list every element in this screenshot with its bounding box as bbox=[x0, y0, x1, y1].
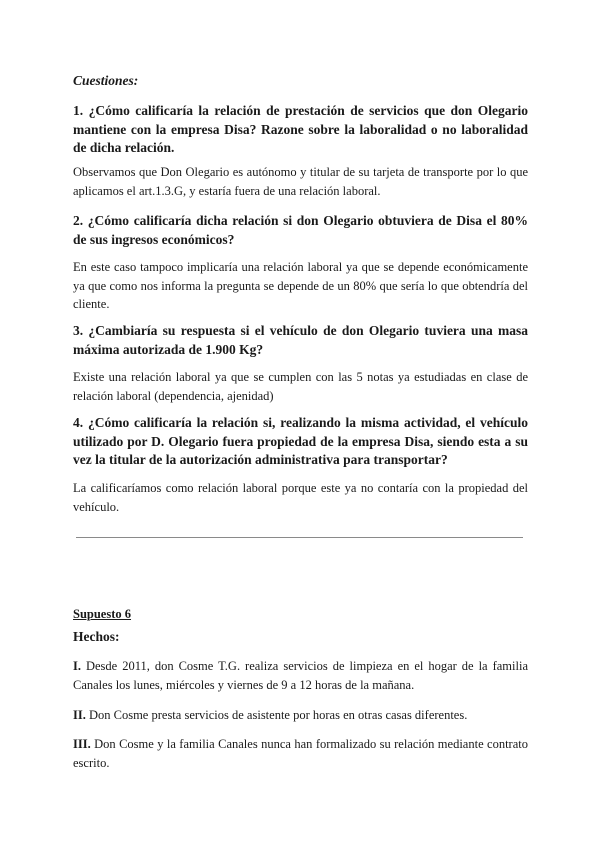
fact-1-number: I. bbox=[73, 659, 81, 673]
hechos-heading: Hechos: bbox=[73, 629, 120, 644]
cuestiones-heading: Cuestiones: bbox=[73, 73, 139, 88]
fact-3-text: Don Cosme y la familia Canales nunca han formalizado su relación mediante contrato escrito. bbox=[73, 737, 528, 770]
fact-2-number: II. bbox=[73, 708, 86, 722]
question-1: 1. ¿Cómo calificaría la relación de prestación de servicios que don Olegario mantiene con la empresa Disa? Razone sobre la laboralidad o no laboralidad de dicha relación. bbox=[73, 103, 528, 155]
answer-3: Existe una relación laboral ya que se cumplen con las 5 notas ya estudiadas en clase de relación laboral (dependencia, ajenidad) bbox=[73, 370, 528, 403]
answer-2: En este caso tampoco implicaría una relación laboral ya que se depende económicamente ya que como nos informa la pregunta se depende de un 80% que sería lo que obtendría del cliente. bbox=[73, 260, 528, 311]
question-4: 4. ¿Cómo calificaría la relación si, realizando la misma actividad, el vehículo utilizado por D. Olegario fuera propiedad de la empresa Disa, siendo esta a su vez la titular de la autorización administrativa para transportar? bbox=[73, 415, 528, 467]
answer-1: Observamos que Don Olegario es autónomo y titular de su tarjeta de transporte por lo que aplicamos el art.1.3.G, y estaría fuera de una relación laboral. bbox=[73, 165, 528, 198]
fact-3 bbox=[73, 735, 528, 772]
answer-4: La calificaríamos como relación laboral porque este ya no contaría con la propiedad del vehículo. bbox=[73, 481, 528, 514]
question-2: 2. ¿Cómo calificaría dicha relación si don Olegario obtuviera de Disa el 80% de sus ingresos económicos? bbox=[73, 213, 528, 247]
fact-1-text: Desde 2011, don Cosme T.G. realiza servicios de limpieza en el hogar de la familia Canales los lunes, miércoles y viernes de 9 a 12 horas de la mañana. bbox=[73, 659, 528, 692]
fact-2-text: Don Cosme presta servicios de asistente por horas en otras casas diferentes. bbox=[85, 708, 468, 722]
fact-2 bbox=[73, 706, 528, 725]
question-3: 3. ¿Cambiaría su respuesta si el vehículo de don Olegario tuviera una masa máxima autorizada de 1.900 Kg? bbox=[73, 323, 528, 357]
fact-1 bbox=[73, 657, 528, 694]
supuesto-heading: Supuesto 6 bbox=[73, 607, 132, 621]
fact-3-number: III. bbox=[73, 737, 91, 751]
section-divider bbox=[76, 537, 523, 538]
